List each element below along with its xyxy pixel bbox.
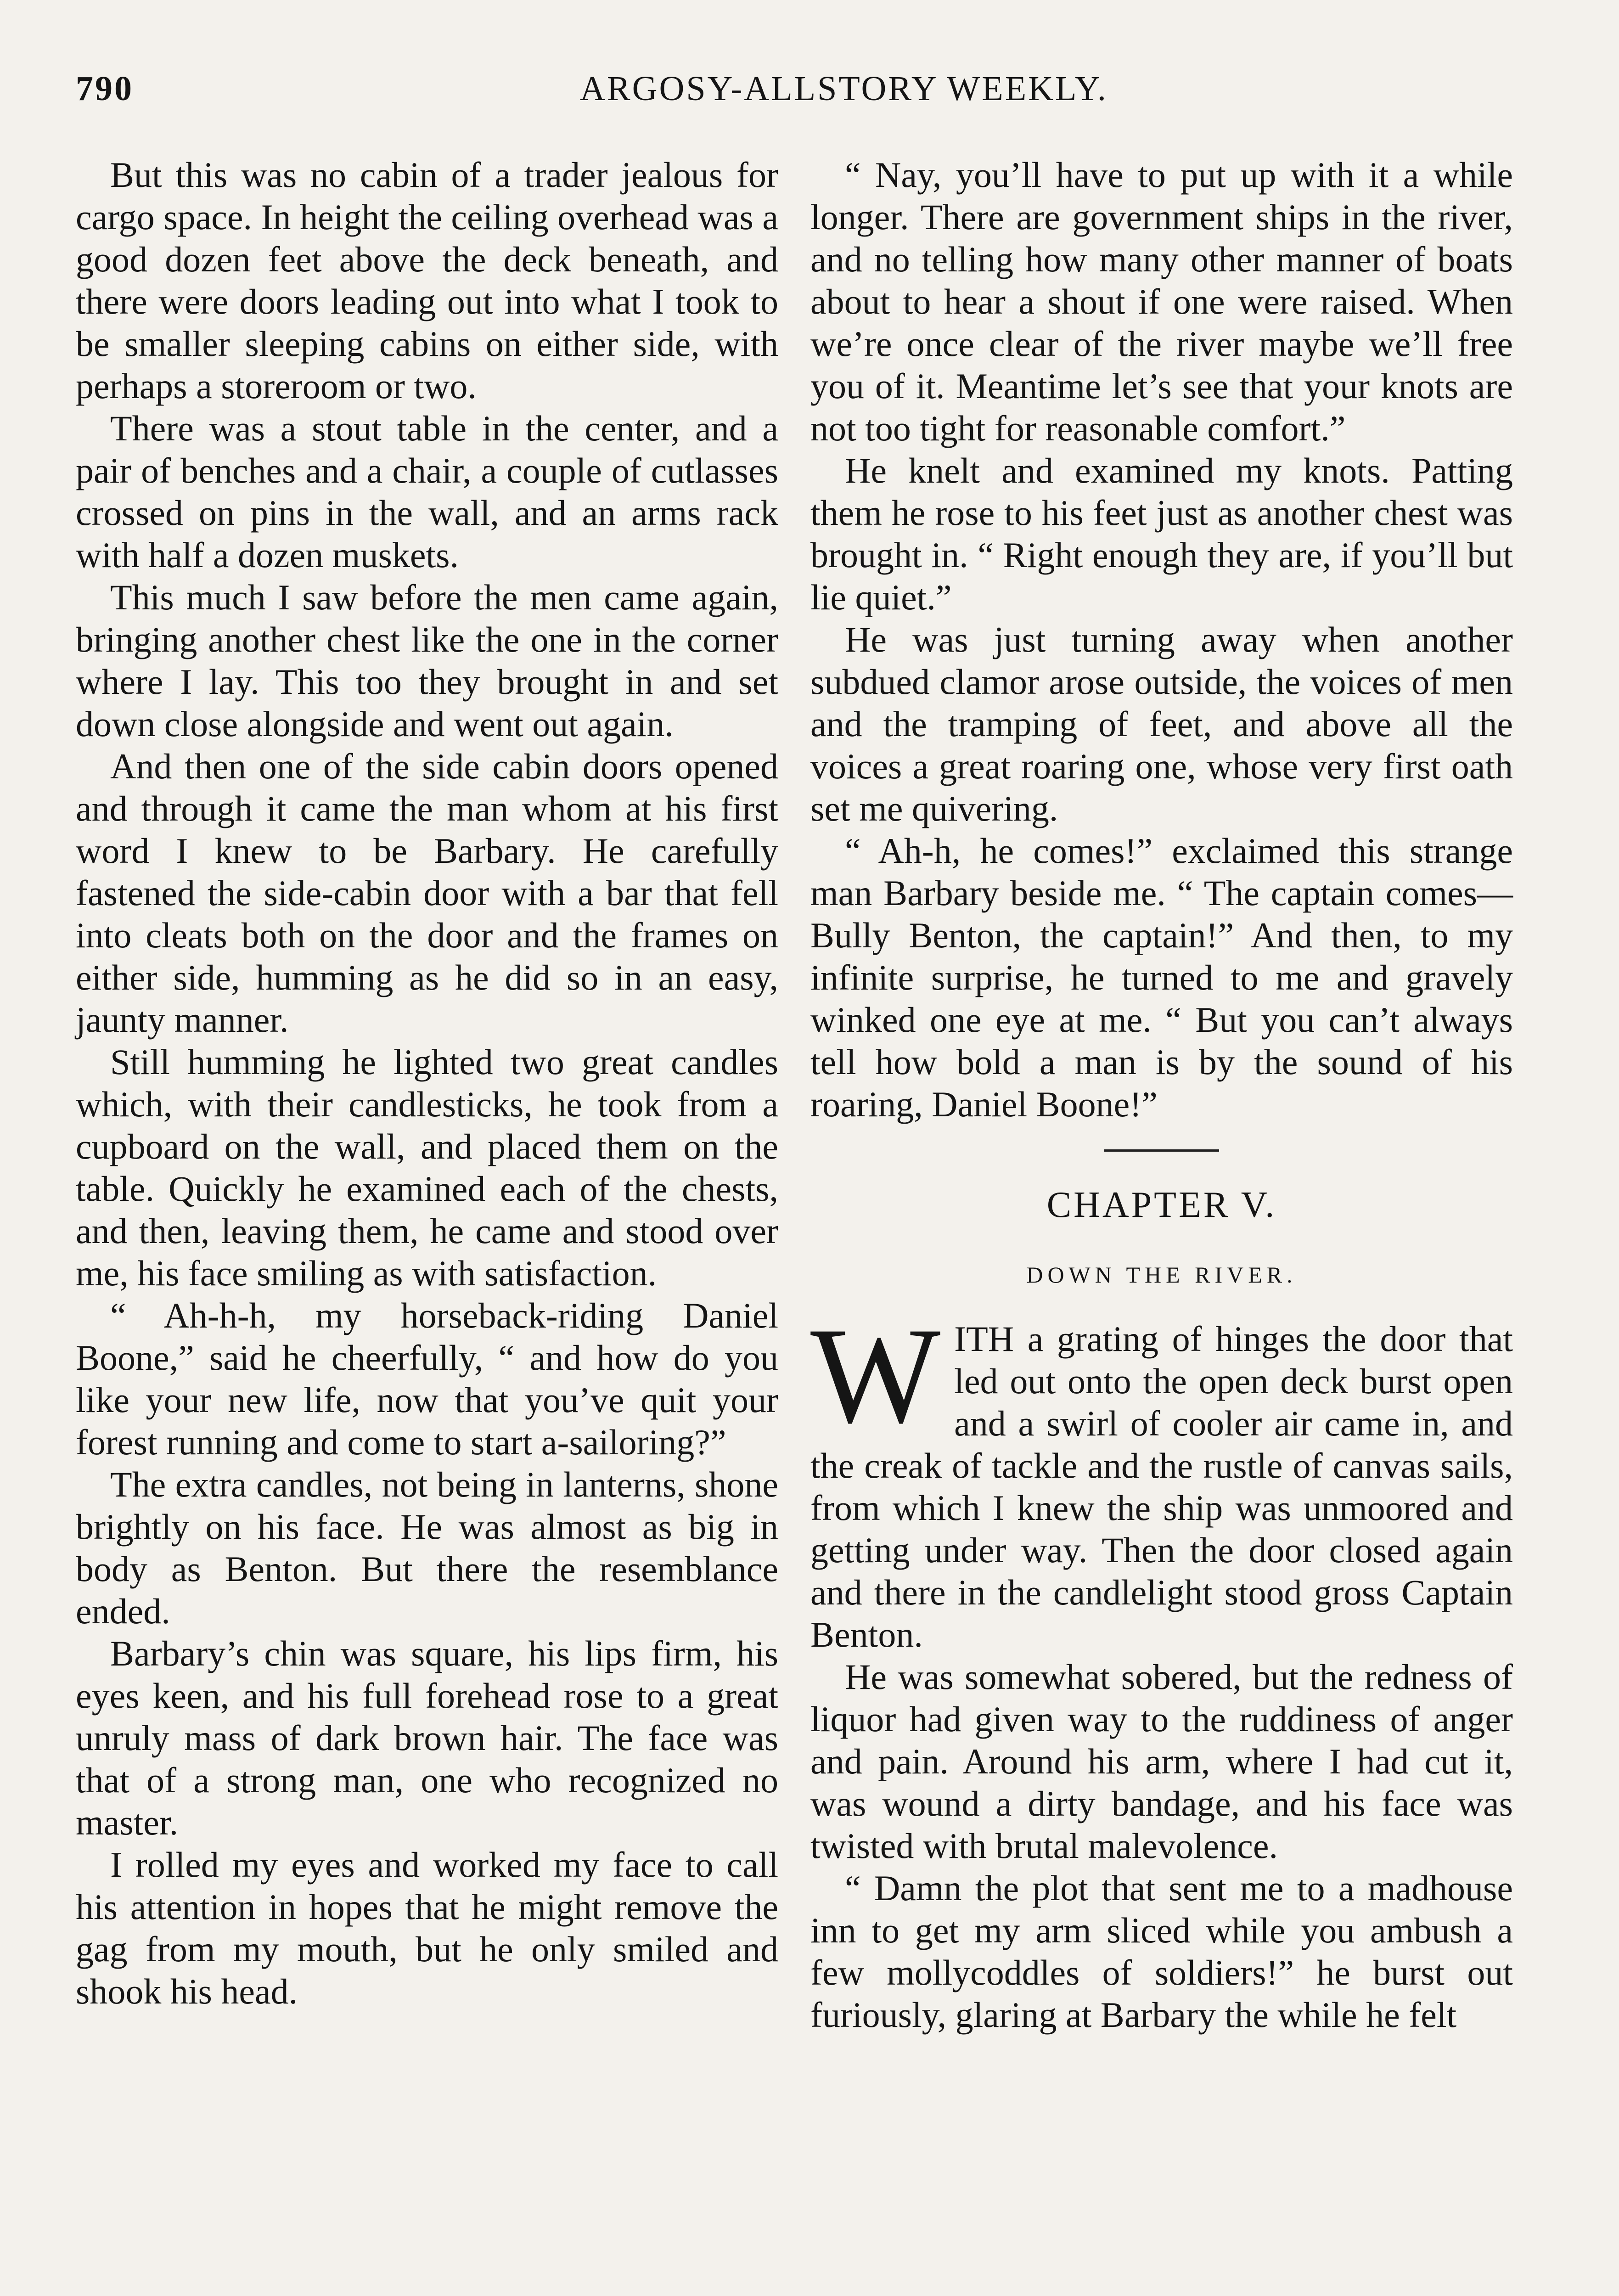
page-number: 790 — [76, 69, 134, 108]
running-head — [76, 69, 1543, 119]
paragraph: And then one of the side cabin doors opened and through it came the man whom at his first word I knew to be Barbary. He carefully fastened the side-cabin door with a bar that fell into cleats both on the door and the frames on either side, humming as he did so in an easy, jaunty manner. — [76, 746, 778, 1040]
chapter-opening-text: ITH a grating of hinges the door that led out onto the open deck burst open and a swirl of cooler air came in, and the creak of tackle and the rustle of canvas sails, from which I knew the ship was unmoored and getting under way. Then the door closed again and there in the candlelight stood gross Captain Benton. — [810, 1319, 1513, 1654]
paragraph: “ Ah-h-h, my horseback-riding Daniel Boone,” said he cheerfully, “ and how do you like your new life, now that you’ve quit your forest running and come to start a-sailoring?” — [76, 1295, 778, 1462]
chapter-title: CHAPTER V. — [1046, 1185, 1277, 1225]
paragraph: “ Damn the plot that sent me to a madhouse inn to get my arm sliced while you ambush a few mollycoddles of soldiers!” he burst out furiously, glaring at Barbary the while he felt — [810, 1868, 1513, 2035]
paragraph: But this was no cabin of a trader jealous for cargo space. In height the ceiling overhead was a good dozen feet above the deck beneath, and there were doors leading out into what I took to be smaller sleeping cabins on either side, with perhaps a storeroom or two. — [76, 155, 778, 406]
paragraph: Still humming he lighted two great candles which, with their candlesticks, he took from a cupboard on the wall, and placed them on the table. Quickly he examined each of the chests, and then, leaving them, he came and stood over me, his face smiling as with satisfaction. — [76, 1042, 778, 1293]
paragraph: He knelt and examined my knots. Patting them he rose to his feet just as another chest was brought in. “ Right enough they are, if you’ll but lie quiet.” — [810, 450, 1513, 617]
paragraph: “ Nay, you’ll have to put up with it a while longer. There are government ships in the river, and no telling how many other manner of boats about to hear a shout if one were raised. When we’re once clear of the river maybe we’ll free you of it. Meantime let’s see that your knots are not too tight for reasonable comfort.” — [810, 155, 1513, 448]
paragraph: This much I saw before the men came again, bringing another chest like the one in the corner where I lay. This too they brought in and set down close alongside and went out again. — [76, 577, 778, 744]
chapter-subtitle: DOWN THE RIVER. — [1026, 1262, 1297, 1288]
magazine-title: ARGOSY-ALLSTORY WEEKLY. — [580, 69, 1108, 108]
section-divider — [1104, 1149, 1219, 1152]
paragraph: “ Ah-h, he comes!” exclaimed this strange man Barbary beside me. “ The captain comes—Bully Benton, the captain!” And then, to my infinite surprise, he turned to me and gravely winked one eye at me. “ But you can’t always tell how bold a man is by the sound of his roaring, Daniel Boone!” — [810, 831, 1513, 1124]
right-column — [810, 154, 1513, 2036]
paragraph: He was just turning away when another subdued clamor arose outside, the voices of men and the tramping of feet, and above all the voices a great roaring one, whose very first oath set me quivering. — [810, 619, 1513, 828]
paragraph: I rolled my eyes and worked my face to call his attention in hopes that he might remove the gag from my mouth, but he only smiled and shook his head. — [76, 1845, 778, 2011]
chapter-opening-paragraph — [810, 1299, 1513, 1656]
paragraph: The extra candles, not being in lanterns, shone brightly on his face. He was almost as big in body as Benton. But there the resemblance ended. — [76, 1464, 778, 1631]
paragraph: Barbary’s chin was square, his lips firm, his eyes keen, and his full forehead rose to a great unruly mass of dark brown hair. The face was that of a strong man, one who recognized no master. — [76, 1633, 778, 1842]
paragraph: He was somewhat sobered, but the redness of liquor had given way to the ruddiness of anger and pain. Around his arm, where I had cut it, was wound a dirty bandage, and his face was twisted with brutal malevolence. — [810, 1657, 1513, 1866]
paragraph: There was a stout table in the center, and a pair of benches and a chair, a couple of cutlasses crossed on pins in the wall, and an arms rack with half a dozen muskets. — [76, 408, 778, 575]
drop-cap: W — [810, 1299, 941, 1452]
left-column — [76, 154, 778, 2013]
